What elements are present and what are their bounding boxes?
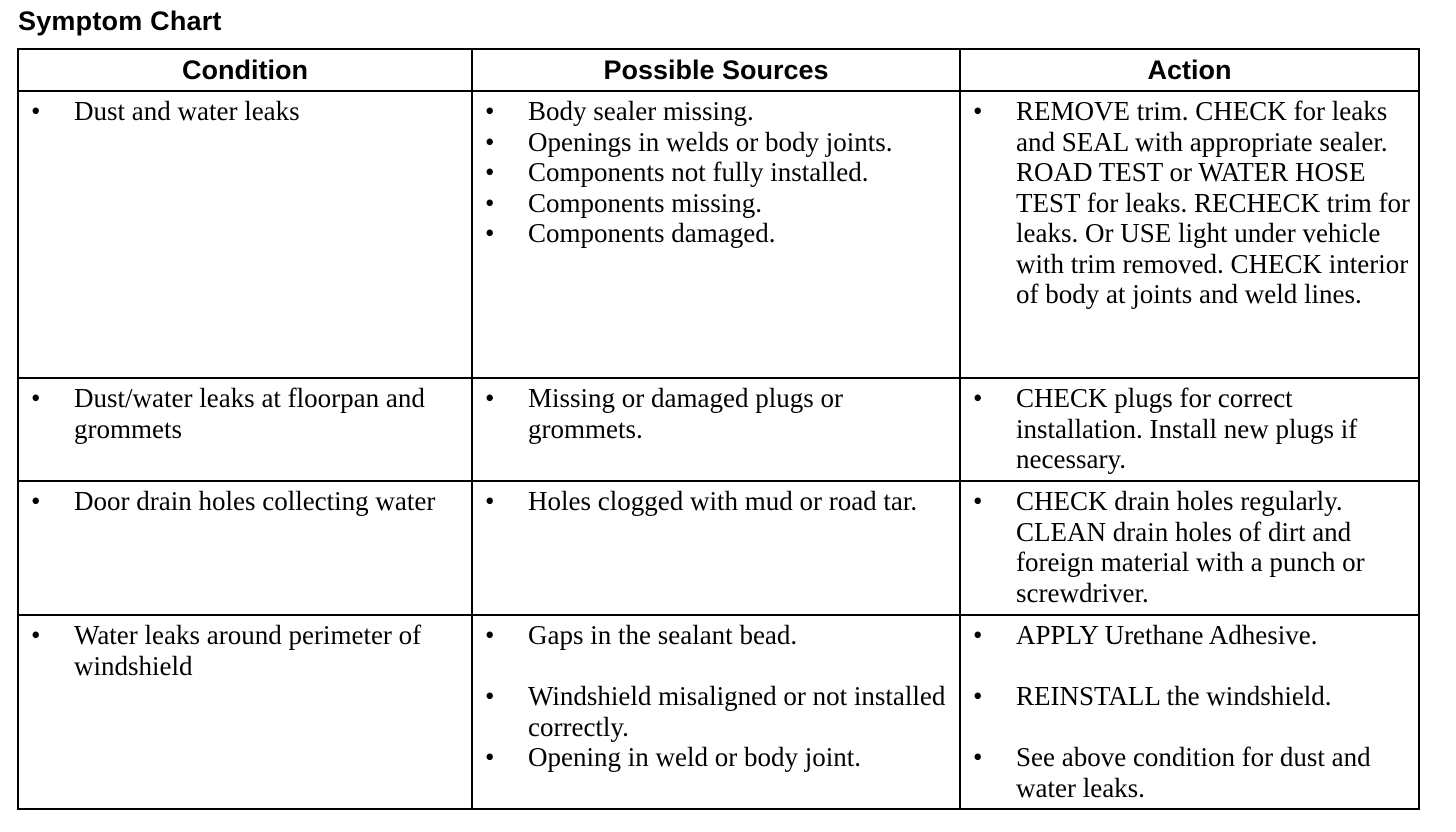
action-cell [960, 481, 1419, 615]
source-item: • Windshield misaligned or not installed correctly. [473, 681, 951, 742]
action-item: • APPLY Urethane Adhesive. [961, 620, 1410, 651]
table-header-row [18, 49, 1419, 91]
source-item: • Missing or damaged plugs or grommets. [473, 383, 951, 444]
sources-cell [472, 481, 960, 615]
source-item: • Gaps in the sealant bead. [473, 620, 951, 651]
source-item: • Holes clogged with mud or road tar. [473, 486, 951, 517]
header-condition: Condition [18, 49, 472, 91]
header-possible-sources: Possible Sources [472, 49, 960, 91]
condition-item: • Water leaks around perimeter of windshield [19, 620, 463, 681]
action-item: • CHECK plugs for correct installation. Install new plugs if necessary. [961, 383, 1410, 475]
sources-cell [472, 615, 960, 809]
source-item: • Opening in weld or body joint. [473, 742, 951, 773]
symptom-table [17, 48, 1420, 810]
table-row [18, 378, 1419, 481]
condition-item: • Dust/water leaks at floorpan and grommets [19, 383, 463, 444]
condition-item: • Door drain holes collecting water [19, 486, 463, 517]
condition-cell [18, 481, 472, 615]
table-row [18, 91, 1419, 378]
table-row [18, 481, 1419, 615]
action-cell [960, 615, 1419, 809]
page-title: Symptom Chart [18, 6, 222, 36]
source-item: • Components not fully installed. [473, 157, 951, 188]
sources-cell [472, 91, 960, 378]
action-item: • See above condition for dust and water leaks. [961, 742, 1410, 803]
source-item: • Components missing. [473, 188, 951, 219]
condition-item: • Dust and water leaks [19, 96, 463, 127]
action-item: • CHECK drain holes regularly. CLEAN drain holes of dirt and foreign material with a punch or screwdriver. [961, 486, 1410, 608]
source-item: • Components damaged. [473, 218, 951, 249]
header-action: Action [960, 49, 1419, 91]
condition-cell [18, 91, 472, 378]
condition-cell [18, 615, 472, 809]
sources-cell [472, 378, 960, 481]
condition-cell [18, 378, 472, 481]
action-cell [960, 378, 1419, 481]
action-cell [960, 91, 1419, 378]
table-row [18, 615, 1419, 809]
source-item: • Body sealer missing. [473, 96, 951, 127]
source-item: • Openings in welds or body joints. [473, 127, 951, 158]
action-item: • REINSTALL the windshield. [961, 681, 1410, 712]
action-item: • REMOVE trim. CHECK for leaks and SEAL with appropriate sealer. ROAD TEST or WATER HOSE TEST for leaks. RECHECK trim for leaks. Or USE light under vehicle with trim removed. CHECK interior of body at joints and weld lines. [961, 96, 1410, 310]
